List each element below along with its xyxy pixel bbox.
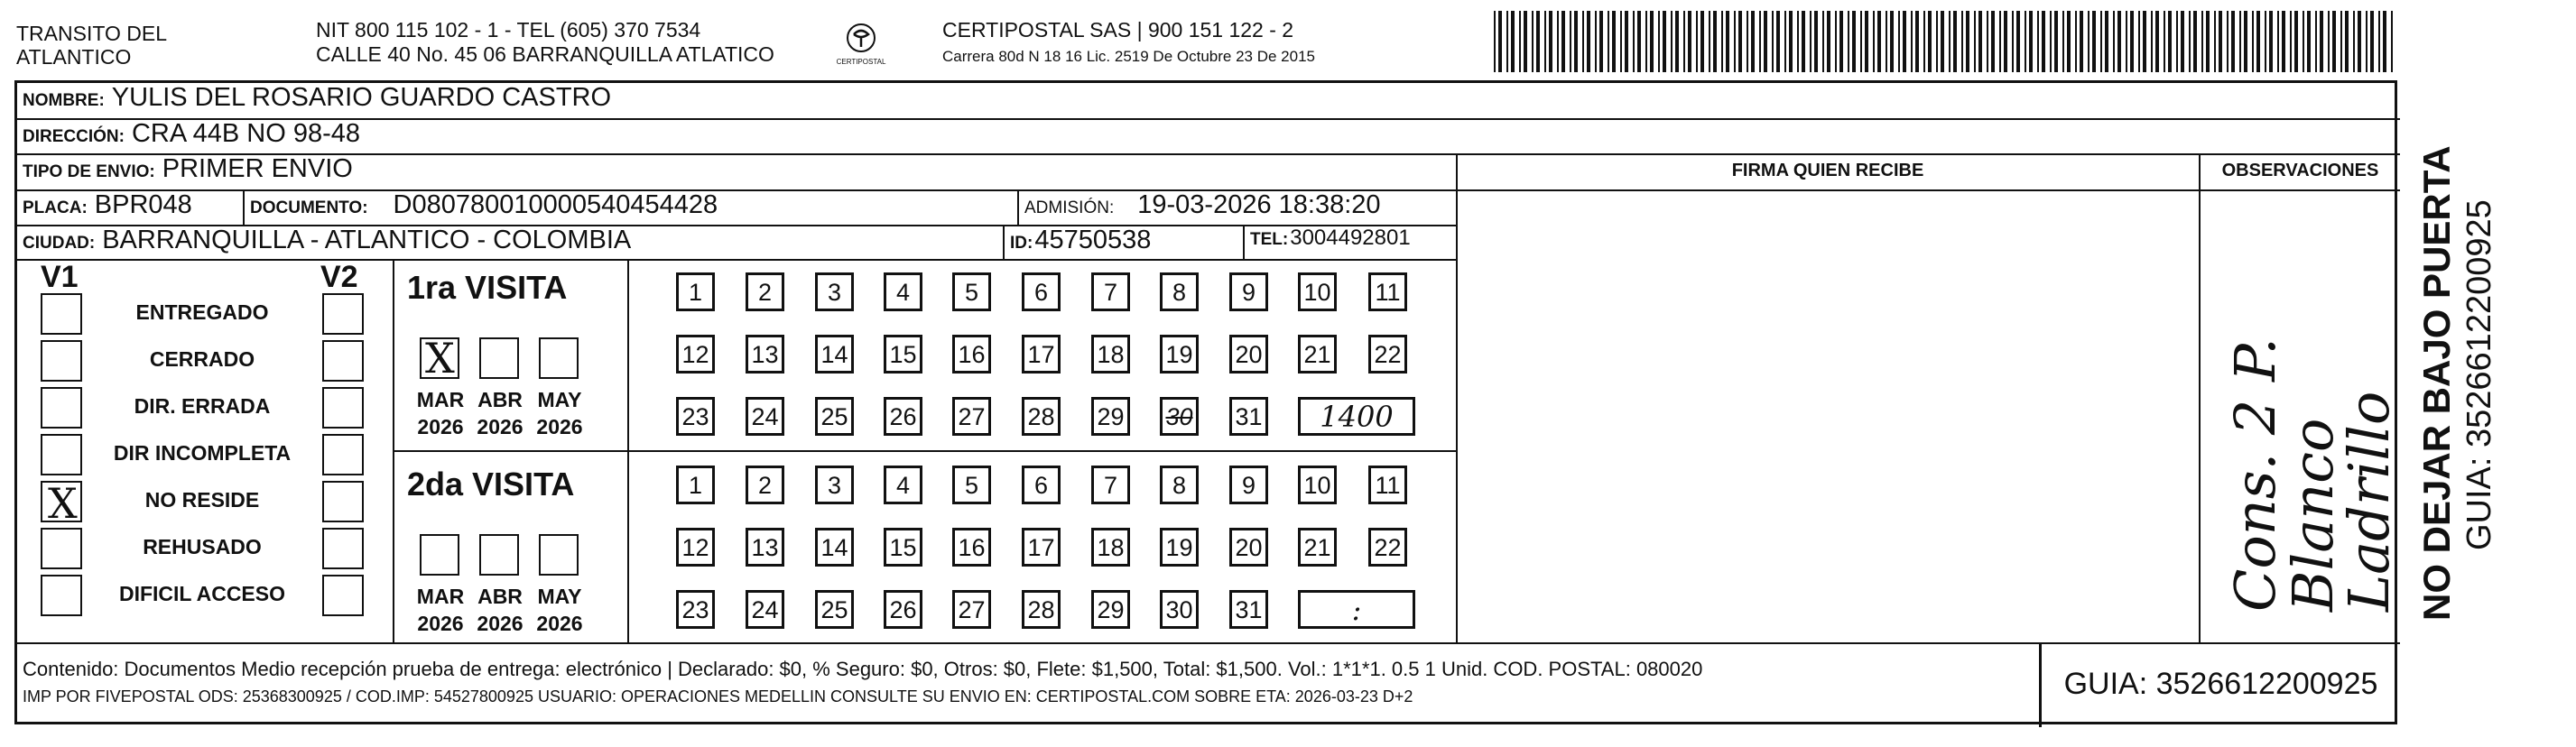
v1-checkbox: [41, 575, 82, 616]
day-box: 6: [1022, 272, 1061, 311]
guia-number: GUIA: 3526612200925: [2039, 644, 2400, 727]
day-box: 29: [1091, 590, 1130, 629]
status-option-label: CERRADO: [149, 347, 255, 371]
handwritten-note: Ladrillo: [2336, 391, 2402, 612]
nombre-value: YULIS DEL ROSARIO GUARDO CASTRO: [111, 83, 612, 112]
sender-nit: NIT 800 115 102 - 1 - TEL (605) 370 7534: [316, 18, 701, 42]
license-line: Carrera 80d N 18 16 Lic. 2519 De Octubre 23 De 2015: [942, 48, 1315, 65]
v1-checkbox: [41, 293, 82, 335]
day-box: 11: [1368, 272, 1407, 311]
placa-label: PLACA:: [23, 198, 88, 217]
documento-label: DOCUMENTO:: [250, 198, 368, 217]
v2-checkbox: [322, 387, 364, 429]
day-box: 8: [1160, 466, 1199, 504]
day-box: 22: [1368, 335, 1407, 374]
day-box: 4: [884, 272, 922, 311]
day-box: 25: [815, 397, 854, 436]
day-box: 27: [952, 397, 991, 436]
month-label: MAR: [416, 585, 465, 608]
day-box: 29: [1091, 397, 1130, 436]
documento-value: D080780010000540454428: [393, 190, 718, 219]
day-box: 1: [676, 272, 715, 311]
month-label: ABR: [477, 388, 523, 411]
ciudad-value: BARRANQUILLA - ATLANTICO - COLOMBIA: [102, 226, 632, 254]
direccion-label: DIRECCIÓN:: [23, 127, 125, 146]
tipo-envio-label: TIPO DE ENVIO:: [23, 162, 155, 181]
day-box: 3: [815, 466, 854, 504]
day-box: 17: [1022, 528, 1061, 567]
day-box: 9: [1229, 272, 1268, 311]
placa-value: BPR048: [94, 190, 192, 219]
admision-label: ADMISIÓN:: [1024, 198, 1115, 217]
day-box: 7: [1091, 466, 1130, 504]
tel-value: 3004492801: [1290, 226, 1411, 250]
v1-checkbox: [41, 340, 82, 382]
ciudad-label: CIUDAD:: [23, 234, 96, 253]
month-label: ABR: [477, 585, 523, 608]
day-box: 27: [952, 590, 991, 629]
status-option-label: DIFICIL ACCESO: [118, 582, 285, 605]
day-box: 13: [746, 528, 784, 567]
day-box: 24: [746, 590, 784, 629]
id-label: ID:: [1010, 234, 1033, 253]
observaciones-header: OBSERVACIONES: [2221, 161, 2379, 180]
v2-label: V2: [320, 260, 358, 294]
day-box: 18: [1091, 335, 1130, 374]
time-box: :: [1298, 590, 1415, 629]
time-box: 1400: [1298, 397, 1415, 436]
status-option-label: DIR INCOMPLETA: [113, 441, 292, 465]
v1-label: V1: [41, 260, 79, 294]
v1-checkbox: [41, 528, 82, 569]
footer-content-line: Contenido: Documentos Medio recepción prueba de entrega: electrónico | Declarado: $0, % Seguro: $0, Otros: $0, Flete: $1,500, Total: $1,500. Vol.: 1*1*1. 0.5 1 Unid. COD. POSTAL: 080020: [23, 658, 1703, 680]
v2-checkbox: [322, 434, 364, 475]
check-mark: X: [425, 334, 455, 383]
day-box: 20: [1229, 528, 1268, 567]
day-box: 16: [952, 528, 991, 567]
day-box: 1: [676, 466, 715, 504]
day-box: 20: [1229, 335, 1268, 374]
day-box: 22: [1368, 528, 1407, 567]
v2-checkbox: [322, 293, 364, 335]
day-box: 15: [884, 335, 922, 374]
footer-print-line: IMP POR FIVEPOSTAL ODS: 25368300925 / COD.IMP: 54527800925 USUARIO: OPERACIONES MEDELLIN CONSULTE SU ENVIO EN: CERTIPOSTAL.COM SOBRE ETA: 2026-03-23 D+2: [23, 687, 1413, 706]
id-cell: [1010, 226, 1151, 255]
day-box: 23: [676, 590, 715, 629]
year-label: 2026: [417, 612, 464, 635]
day-box: 13: [746, 335, 784, 374]
handwritten-note: Blanco: [2280, 418, 2346, 612]
nombre-label: NOMBRE:: [23, 91, 105, 110]
ciudad-cell: [23, 226, 631, 255]
day-box: 2: [746, 466, 784, 504]
day-box: 16: [952, 335, 991, 374]
day-box: 4: [884, 466, 922, 504]
tel-label: TEL:: [1250, 230, 1289, 249]
day-box: 14: [815, 528, 854, 567]
day-box: 18: [1091, 528, 1130, 567]
visit2-title: 2da VISITA: [407, 466, 575, 503]
nombre-row: [23, 83, 611, 113]
direccion-row: [23, 119, 360, 149]
month-checkbox: [539, 534, 579, 576]
handwritten-note: Cons. 2 P.: [2222, 337, 2288, 612]
month-checkbox: [479, 337, 519, 379]
day-box: 5: [952, 466, 991, 504]
v2-checkbox: [322, 575, 364, 616]
day-box: 6: [1022, 466, 1061, 504]
status-option-label: DIR. ERRADA: [134, 394, 271, 418]
day-box: 12: [676, 335, 715, 374]
company-line: CERTIPOSTAL SAS | 900 151 122 - 2: [942, 18, 1294, 42]
day-box: 11: [1368, 466, 1407, 504]
v1-checkbox: [41, 434, 82, 475]
month-checkbox: [420, 534, 459, 576]
v2-checkbox: [322, 481, 364, 522]
day-box: 24: [746, 397, 784, 436]
month-checkbox: [479, 534, 519, 576]
tel-cell: [1250, 226, 1411, 251]
certipostal-logo: CERTIPOSTAL: [829, 20, 894, 74]
delivery-form: [14, 80, 2402, 724]
direccion-value: CRA 44B NO 98-48: [131, 119, 361, 148]
day-box: 17: [1022, 335, 1061, 374]
day-box: 31: [1229, 397, 1268, 436]
month-checkbox: [420, 334, 459, 383]
day-box: 5: [952, 272, 991, 311]
day-box: 31: [1229, 590, 1268, 629]
day-box: 2: [746, 272, 784, 311]
day-box: 26: [884, 590, 922, 629]
day-box: 10: [1298, 272, 1337, 311]
side-strip: [2408, 108, 2571, 650]
firma-header: FIRMA QUIEN RECIBE: [1731, 161, 1924, 180]
month-label: MAY: [537, 585, 582, 608]
day-box: 9: [1229, 466, 1268, 504]
status-option-label: ENTREGADO: [135, 300, 269, 324]
admision-cell: [1024, 190, 1381, 220]
status-option-label: REHUSADO: [143, 535, 262, 558]
v2-checkbox: [322, 340, 364, 382]
day-box: 7: [1091, 272, 1130, 311]
v1-checkbox: [41, 479, 82, 528]
year-label: 2026: [536, 612, 583, 635]
day-box: 25: [815, 590, 854, 629]
side-guia: GUIA: 3526612200925: [2460, 199, 2498, 550]
day-box: 14: [815, 335, 854, 374]
month-checkbox: [539, 337, 579, 379]
barcode: [1494, 11, 2396, 72]
year-label: 2026: [417, 415, 464, 438]
documento-cell: [250, 190, 718, 220]
year-label: 2026: [477, 612, 524, 635]
check-mark: X: [48, 479, 78, 528]
day-box: 3: [815, 272, 854, 311]
day-box: 15: [884, 528, 922, 567]
admision-value: 19-03-2026 18:38:20: [1137, 190, 1381, 219]
placa-cell: [23, 190, 192, 220]
day-box: 12: [676, 528, 715, 567]
month-label: MAY: [537, 388, 582, 411]
tipo-envio-row: [23, 154, 353, 184]
sender-name-line2: ATLANTICO: [16, 45, 132, 69]
year-label: 2026: [477, 415, 524, 438]
day-box: 8: [1160, 272, 1199, 311]
day-box: 10: [1298, 466, 1337, 504]
day-box: 19: [1160, 528, 1199, 567]
day-box: 28: [1022, 397, 1061, 436]
day-box: 28: [1022, 590, 1061, 629]
year-label: 2026: [536, 415, 583, 438]
tipo-envio-value: PRIMER ENVIO: [162, 154, 353, 183]
day-box: 21: [1298, 528, 1337, 567]
v1-checkbox: [41, 387, 82, 429]
day-box: 30: [1160, 397, 1199, 436]
v2-checkbox: [322, 528, 364, 569]
day-box: 26: [884, 397, 922, 436]
visit1-title: 1ra VISITA: [407, 269, 568, 306]
day-box: 21: [1298, 335, 1337, 374]
day-box: 23: [676, 397, 715, 436]
month-label: MAR: [416, 388, 465, 411]
id-value: 45750538: [1034, 226, 1152, 254]
sender-name-line1: TRANSITO DEL: [16, 22, 167, 45]
day-box: 19: [1160, 335, 1199, 374]
no-dejar-bajo-puerta: NO DEJAR BAJO PUERTA: [2415, 145, 2458, 621]
sender-address: CALLE 40 No. 45 06 BARRANQUILLA ATLATICO: [316, 42, 774, 66]
day-box: 30: [1160, 590, 1199, 629]
status-option-label: NO RESIDE: [144, 488, 260, 512]
observaciones-area: [2201, 191, 2402, 641]
